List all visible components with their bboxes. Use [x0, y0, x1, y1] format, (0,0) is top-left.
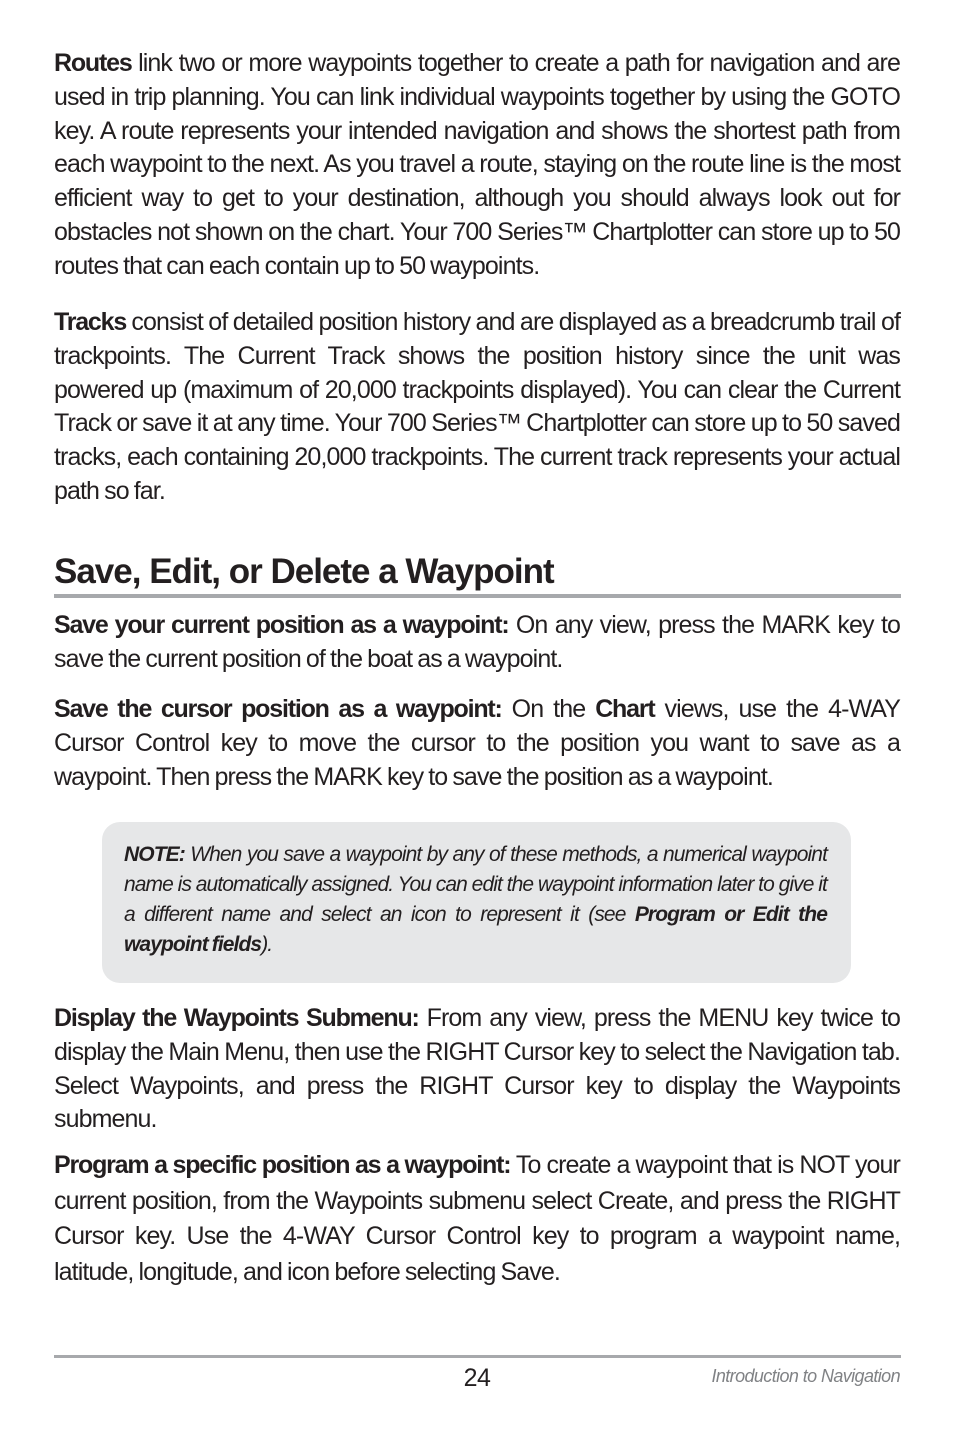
- program-position-text: To create a waypoint that is NOT your current position, from the Waypoints submenu select Create, and press the RIGHT Cursor key. Use the 4-WAY Cursor Control key to program a waypoint name, latitude, longitude, and icon before selecting Save.: [54, 1151, 900, 1286]
- save-current-paragraph: [54, 609, 900, 677]
- routes-paragraph: [54, 47, 900, 284]
- chart-term: Chart: [595, 695, 655, 723]
- tracks-paragraph: [54, 306, 900, 509]
- program-position-paragraph: [54, 1148, 900, 1290]
- save-cursor-text-after: views, use the 4-WAY Cursor Control key to move the cursor to the position you want to save as a waypoint. Then press the MARK key to save the position as a waypoint.: [54, 695, 900, 791]
- note-label: NOTE:: [124, 843, 185, 866]
- footer-section-title: Introduction to Navigation: [711, 1366, 900, 1386]
- routes-text: link two or more waypoints together to create a path for navigation and are used in trip planning. You can link individual waypoints together by using the GOTO key. A route represents your intended navigation and shows the shortest path from each waypoint to the next. As you travel a route, staying on the route line is the most efficient way to get to your destination, although you should always look out for obstacles not shown on the chart. Your 700 Series™ Chartplotter can store up to 50 routes that can each contain up to 50 waypoints.: [54, 49, 900, 280]
- footer-rule: [54, 1355, 901, 1358]
- note-reference: Program or Edit the waypoint fields: [124, 903, 827, 956]
- note-text: [124, 840, 827, 960]
- save-current-text: On any view, press the MARK key to save the current position of the boat as a waypoint.: [54, 611, 901, 673]
- save-current-term: Save your current position as a waypoint:: [54, 611, 509, 639]
- save-cursor-paragraph: [54, 693, 900, 794]
- save-cursor-term: Save the cursor position as a waypoint:: [54, 695, 502, 723]
- display-submenu-term: Display the Waypoints Submenu:: [54, 1004, 419, 1032]
- note-end: ).: [261, 933, 273, 956]
- save-cursor-text-before: On the: [501, 695, 596, 723]
- tracks-text: consist of detailed position history and are displayed as a breadcrumb trail of trackpoints. The Current Track shows the position history since the unit was powered up (maximum of 20,000 trackpoints displayed). You can clear the Current Track or save it at any time. Your 700 Series™ Chartplotter can store up to 50 saved tracks, each containing 20,000 trackpoints. The current track represents your actual path so far.: [54, 308, 900, 505]
- display-submenu-paragraph: [54, 1002, 900, 1137]
- display-submenu-text: From any view, press the MENU key twice to display the Main Menu, then use the RIGHT Cursor key to select the Navigation tab. Select Waypoints, and press the RIGHT Cursor key to display the Waypoints submenu.: [54, 1004, 900, 1134]
- program-position-term: Program a specific position as a waypoint:: [54, 1151, 511, 1179]
- note-body: When you save a waypoint by any of these methods, a numerical waypoint name is automatically assigned. You can edit the waypoint information later to give it a different name and select an icon to represent it (see: [124, 843, 827, 926]
- section-title-rule: [54, 594, 901, 598]
- tracks-term: Tracks: [54, 308, 127, 336]
- section-title: Save, Edit, or Delete a Waypoint: [54, 552, 554, 591]
- routes-term: Routes: [54, 49, 132, 77]
- page-number: 24: [463, 1364, 491, 1392]
